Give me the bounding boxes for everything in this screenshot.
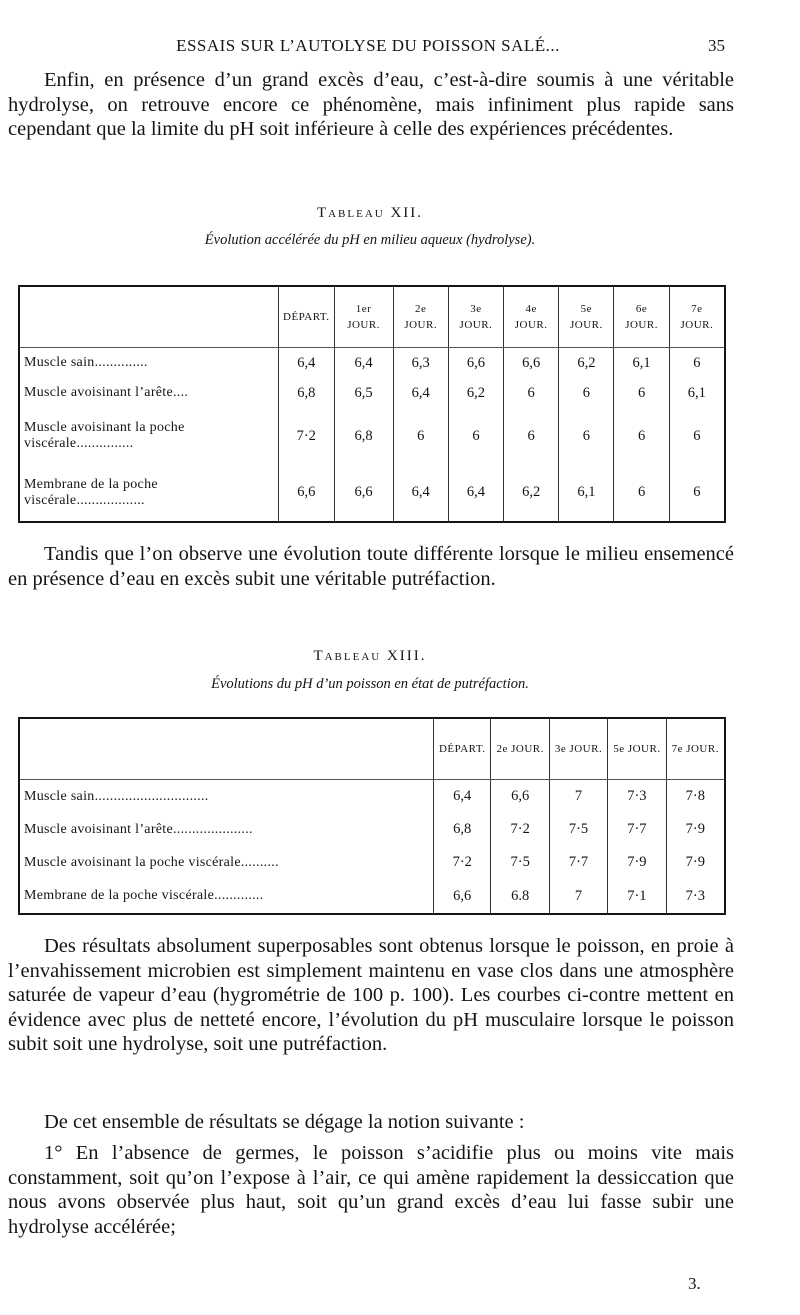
cell-value: 6,6 xyxy=(504,348,559,379)
cell-value: 6,4 xyxy=(393,464,448,522)
cell-value: 7·8 xyxy=(666,780,725,814)
cell-value: 6 xyxy=(669,348,725,379)
cell-value: 6 xyxy=(504,378,559,408)
cell-value: 6 xyxy=(614,378,669,408)
table-row xyxy=(19,879,725,914)
table-row xyxy=(19,378,725,408)
signature-number: 3. xyxy=(688,1274,701,1293)
cell-value: 6,3 xyxy=(393,348,448,379)
cell-value: 6 xyxy=(614,408,669,464)
paragraph-point-one: 1° En l’absence de germes, le poisson s’acidifie plus ou moins vite mais constamment, soit qu’on l’expose à l’air, ce qui amène rapidement la dessiccation que nous avons observée plus haut, soit qu’un grand excès d’eau lui fasse subir une hydrolyse accélérée; xyxy=(8,1142,734,1238)
cell-value: 6.8 xyxy=(491,879,549,914)
paragraph-notion: De cet ensemble de résultats se dégage la notion suivante : xyxy=(44,1111,525,1133)
table13 xyxy=(18,717,726,915)
table13-col-jour3: 3e JOUR. xyxy=(549,718,607,780)
table12-label: Tableau XII. xyxy=(316,205,424,221)
cell-value: 7 xyxy=(549,879,607,914)
table12 xyxy=(18,285,726,523)
cell-value: 7·5 xyxy=(491,846,549,879)
table12-col-jour1: 1er JOUR. xyxy=(334,286,393,348)
cell-value: 6 xyxy=(393,408,448,464)
row-label: Muscle avoisinant la poche viscérale.......... xyxy=(24,854,279,870)
table-row xyxy=(19,464,725,522)
cell-value: 6 xyxy=(614,464,669,522)
row-label: Muscle avoisinant la poche viscérale............... xyxy=(24,420,185,452)
cell-value: 7·2 xyxy=(434,846,491,879)
paragraph-putrefaction: Tandis que l’on observe une évolution toute différente lorsque le milieu ensemencé en présence d’eau en excès subit une véritable putréfaction. xyxy=(8,543,734,590)
cell-value: 6,6 xyxy=(434,879,491,914)
row-label: Muscle sain.............................. xyxy=(24,788,209,804)
cell-value: 6 xyxy=(669,408,725,464)
cell-value: 6,4 xyxy=(434,780,491,814)
cell-value: 6 xyxy=(559,408,614,464)
cell-value: 6,8 xyxy=(334,408,393,464)
paragraph-results: Des résultats absolument superposables sont obtenus lorsque le poisson, en proie à l’envahissement microbien est simplement maintenu en vase clos dans une atmosphère saturée de vapeur d’eau (hygrométrie de 100 p. 100). Les courbes ci-contre mettent en évidence avec plus de netteté encore, l’évolution du pH musculaire lorsque le poisson subit soit une hydrolyse, soit une putréfaction. xyxy=(8,935,734,1055)
cell-value: 6,6 xyxy=(491,780,549,814)
table12-header-row xyxy=(19,286,725,348)
cell-value: 6 xyxy=(448,408,503,464)
cell-value: 7 xyxy=(549,780,607,814)
table13-col-jour5: 5e JOUR. xyxy=(608,718,666,780)
cell-value: 6 xyxy=(559,378,614,408)
cell-value: 7·5 xyxy=(549,813,607,846)
table13-col-jour7: 7e JOUR. xyxy=(666,718,725,780)
table12-corner xyxy=(19,286,279,348)
table13-col-depart: DÉPART. xyxy=(434,718,491,780)
table-row xyxy=(19,348,725,379)
cell-value: 6 xyxy=(504,408,559,464)
table12-caption: Évolution accélérée du pH en milieu aqueux (hydrolyse). xyxy=(204,232,536,248)
cell-value: 6,6 xyxy=(334,464,393,522)
cell-value: 7·9 xyxy=(608,846,666,879)
table12-col-jour2: 2e JOUR. xyxy=(393,286,448,348)
cell-value: 7·3 xyxy=(666,879,725,914)
cell-value: 6,8 xyxy=(434,813,491,846)
cell-value: 6,2 xyxy=(504,464,559,522)
cell-value: 7·2 xyxy=(491,813,549,846)
running-head: ESSAIS SUR L’AUTOLYSE DU POISSON SALÉ... xyxy=(176,36,560,55)
table12-col-jour6: 6e JOUR. xyxy=(614,286,669,348)
cell-value: 6,1 xyxy=(614,348,669,379)
table13-corner xyxy=(19,718,434,780)
table13-col-jour2: 2e JOUR. xyxy=(491,718,549,780)
cell-value: 6,4 xyxy=(279,348,335,379)
cell-value: 6,4 xyxy=(334,348,393,379)
table-row xyxy=(19,408,725,464)
cell-value: 6,1 xyxy=(669,378,725,408)
cell-value: 6,1 xyxy=(559,464,614,522)
table-row xyxy=(19,780,725,814)
cell-value: 6,2 xyxy=(448,378,503,408)
table12-col-jour4: 4e JOUR. xyxy=(504,286,559,348)
row-label: Muscle avoisinant l’arête.... xyxy=(24,385,189,401)
cell-value: 7·7 xyxy=(549,846,607,879)
table12-col-jour7: 7e JOUR. xyxy=(669,286,725,348)
table13-header-row xyxy=(19,718,725,780)
table-row xyxy=(19,846,725,879)
cell-value: 6,6 xyxy=(279,464,335,522)
cell-value: 6,8 xyxy=(279,378,335,408)
cell-value: 7·1 xyxy=(608,879,666,914)
table12-col-jour3: 3e JOUR. xyxy=(448,286,503,348)
cell-value: 6,4 xyxy=(393,378,448,408)
table13-caption: Évolutions du pH d’un poisson en état de putréfaction. xyxy=(211,676,529,692)
cell-value: 6,2 xyxy=(559,348,614,379)
row-label: Membrane de la poche viscérale.................. xyxy=(24,476,158,508)
table12-col-depart: DÉPART. xyxy=(279,286,335,348)
cell-value: 6 xyxy=(669,464,725,522)
table-row xyxy=(19,813,725,846)
table13-label: Tableau XIII. xyxy=(313,648,427,664)
row-label: Muscle avoisinant l’arête..................... xyxy=(24,821,253,837)
cell-value: 6,6 xyxy=(448,348,503,379)
row-label: Muscle sain.............. xyxy=(24,355,148,371)
cell-value: 7·7 xyxy=(608,813,666,846)
page-number: 35 xyxy=(708,36,725,55)
table12-col-jour5: 5e JOUR. xyxy=(559,286,614,348)
cell-value: 6,5 xyxy=(334,378,393,408)
cell-value: 6,4 xyxy=(448,464,503,522)
cell-value: 7·9 xyxy=(666,813,725,846)
cell-value: 7·2 xyxy=(279,408,335,464)
paragraph-hydrolysis: Enfin, en présence d’un grand excès d’eau, c’est-à-dire soumis à une véritable hydrolyse, on retrouve encore ce phénomène, mais infiniment plus rapide sans cependant que la limite du pH soit inférieure à celle des expériences précédentes. xyxy=(8,69,734,140)
cell-value: 7·3 xyxy=(608,780,666,814)
row-label: Membrane de la poche viscérale............. xyxy=(24,888,264,904)
cell-value: 7·9 xyxy=(666,846,725,879)
